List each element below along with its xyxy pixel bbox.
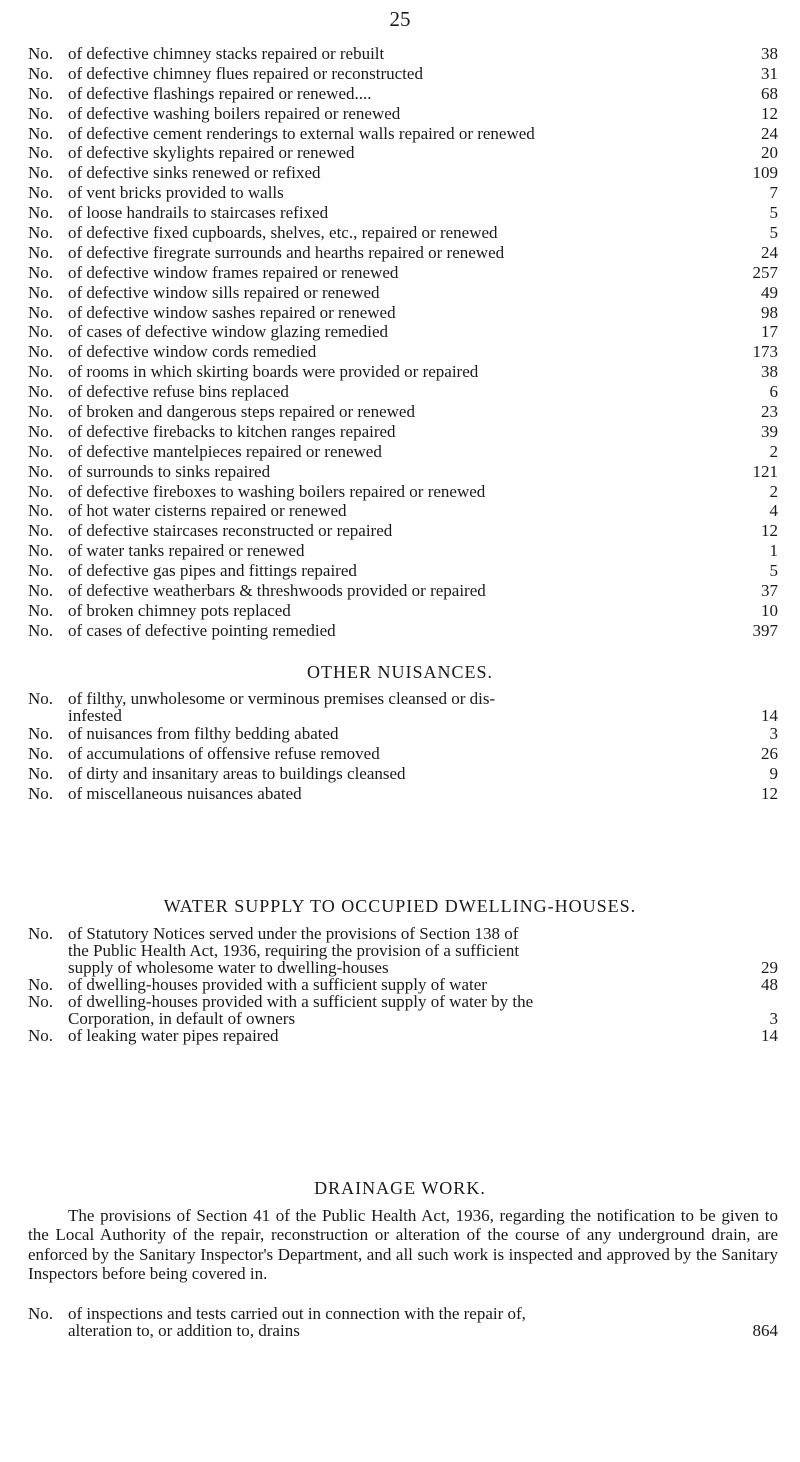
item-number-label: No. bbox=[28, 382, 54, 402]
item-description: of loose handrails to staircases refixed bbox=[68, 203, 329, 223]
list-item: No. of inspections and tests carried out in connection with the repair of, bbox=[28, 1304, 526, 1323]
repairs-list bbox=[28, 44, 778, 641]
item-count: 98 bbox=[761, 302, 778, 322]
list-item-continuation: alteration to, or addition to, drains 864 bbox=[68, 1321, 778, 1340]
list-item bbox=[28, 143, 778, 163]
list-item bbox=[28, 124, 778, 144]
item-description: of defective flashings repaired or renewed.... bbox=[68, 83, 372, 103]
list-item bbox=[28, 303, 778, 323]
item-number-label: No. bbox=[28, 302, 54, 322]
list-item bbox=[28, 104, 778, 124]
item-number-label: No. bbox=[28, 44, 54, 63]
item-description: of broken chimney pots replaced bbox=[68, 600, 291, 620]
item-count: 17 bbox=[761, 322, 778, 342]
item-description: of defective weatherbars & threshwoods provided or repaired bbox=[68, 581, 486, 601]
list-item bbox=[28, 64, 778, 84]
item-number-label: No. bbox=[28, 743, 54, 763]
item-count: 38 bbox=[761, 44, 778, 63]
item-description: of cases of defective pointing remedied bbox=[68, 620, 336, 640]
item-count: 12 bbox=[761, 783, 778, 803]
list-item bbox=[28, 263, 778, 283]
item-number-label: No. bbox=[28, 501, 54, 521]
item-description: of defective firegrate surrounds and hearths repaired or renewed bbox=[68, 242, 505, 262]
item-description: of defective fireboxes to washing boilers repaired or renewed bbox=[68, 481, 486, 501]
list-item bbox=[28, 84, 778, 104]
item-description: of vent bricks provided to walls bbox=[68, 183, 284, 203]
water-supply-list bbox=[28, 925, 778, 1044]
item-description: of defective chimney stacks repaired or rebuilt bbox=[68, 44, 385, 63]
item-number-label: No. bbox=[28, 421, 54, 441]
item-description: of defective window cords remedied bbox=[68, 342, 317, 362]
item-number-label: No. bbox=[28, 521, 54, 541]
item-count: 5 bbox=[769, 203, 778, 223]
item-count: 12 bbox=[761, 103, 778, 123]
item-description: of defective firebacks to kitchen ranges repaired bbox=[68, 421, 396, 441]
item-description: of defective refuse bins replaced bbox=[68, 382, 289, 402]
item-count: 7 bbox=[769, 183, 778, 203]
list-item bbox=[28, 342, 778, 362]
item-description: of water tanks repaired or renewed bbox=[68, 541, 305, 561]
list-item bbox=[28, 362, 778, 382]
item-number-label: No. bbox=[28, 763, 54, 783]
list-item bbox=[28, 183, 778, 203]
drainage-heading: DRAINAGE WORK. bbox=[314, 1178, 486, 1198]
list-item bbox=[28, 784, 778, 804]
item-description: of defective staircases reconstructed or repaired bbox=[68, 521, 393, 541]
item-description: of defective window frames repaired or renewed bbox=[68, 262, 399, 282]
item-number-label: No. bbox=[28, 123, 54, 143]
item-number-label: No. bbox=[28, 83, 54, 103]
item-count: 3 bbox=[769, 724, 778, 743]
list-item bbox=[28, 163, 778, 183]
item-description: of defective window sills repaired or renewed bbox=[68, 282, 380, 302]
item-description: of defective cement renderings to external walls repaired or renewed bbox=[68, 123, 535, 143]
item-count: 20 bbox=[761, 143, 778, 163]
item-count: 38 bbox=[761, 362, 778, 382]
item-count: 4 bbox=[769, 501, 778, 521]
other-nuisances-items bbox=[28, 724, 778, 804]
drainage-list bbox=[28, 1305, 778, 1339]
list-item bbox=[28, 442, 778, 462]
item-number-label: No. bbox=[28, 481, 54, 501]
list-item bbox=[28, 482, 778, 502]
item-count: 24 bbox=[761, 242, 778, 262]
item-description: of miscellaneous nuisances abated bbox=[68, 783, 302, 803]
item-count: 26 bbox=[761, 743, 778, 763]
item-description: of broken and dangerous steps repaired or renewed bbox=[68, 402, 415, 422]
item-count: 257 bbox=[752, 262, 778, 282]
item-number-label: No. bbox=[28, 620, 54, 640]
item-number-label: No. bbox=[28, 242, 54, 262]
item-description: of surrounds to sinks repaired bbox=[68, 461, 271, 481]
item-count: 49 bbox=[761, 282, 778, 302]
item-number-label: No. bbox=[28, 561, 54, 581]
item-number-label: No. bbox=[28, 183, 54, 203]
item-number-label: No. bbox=[28, 143, 54, 163]
item-count: 24 bbox=[761, 123, 778, 143]
item-description: of nuisances from filthy bedding abated bbox=[68, 724, 339, 743]
item-description: of defective window sashes repaired or renewed bbox=[68, 302, 396, 322]
list-item bbox=[28, 402, 778, 422]
list-item bbox=[28, 382, 778, 402]
item-description: of defective chimney flues repaired or reconstructed bbox=[68, 63, 423, 83]
list-item bbox=[28, 521, 778, 541]
item-description: of dirty and insanitary areas to buildings cleansed bbox=[68, 763, 406, 783]
item-number-label: No. bbox=[28, 402, 54, 422]
item-number-label: No. bbox=[28, 724, 54, 743]
list-item: No. of leaking water pipes repaired 14 bbox=[28, 1026, 778, 1045]
list-item bbox=[28, 223, 778, 243]
item-description: of rooms in which skirting boards were provided or repaired bbox=[68, 362, 479, 382]
item-count: 12 bbox=[761, 521, 778, 541]
item-description: of cases of defective window glazing remedied bbox=[68, 322, 389, 342]
list-item bbox=[28, 283, 778, 303]
item-count: 109 bbox=[752, 163, 778, 183]
item-number-label: No. bbox=[28, 600, 54, 620]
item-count: 6 bbox=[769, 382, 778, 402]
list-item bbox=[28, 744, 778, 764]
other-nuisances-list bbox=[28, 690, 778, 804]
page-number: 25 bbox=[389, 7, 411, 31]
list-item bbox=[28, 243, 778, 263]
item-number-label: No. bbox=[28, 541, 54, 561]
item-description: of defective washing boilers repaired or renewed bbox=[68, 103, 401, 123]
list-item bbox=[28, 541, 778, 561]
list-item: No. of filthy, unwholesome or verminous premises cleansed or dis- bbox=[28, 689, 496, 708]
item-number-label: No. bbox=[28, 461, 54, 481]
item-description: of defective mantelpieces repaired or renewed bbox=[68, 441, 382, 461]
item-number-label: No. bbox=[28, 342, 54, 362]
item-count: 121 bbox=[752, 461, 778, 481]
item-count: 5 bbox=[769, 561, 778, 581]
list-item-continuation: Corporation, in default of owners 3 bbox=[68, 1009, 778, 1028]
list-item bbox=[28, 621, 778, 641]
item-count: 173 bbox=[752, 342, 778, 362]
item-description: of defective skylights repaired or renewed bbox=[68, 143, 355, 163]
item-description: of defective sinks renewed or refixed bbox=[68, 163, 321, 183]
water-supply-heading: WATER SUPPLY TO OCCUPIED DWELLING-HOUSES. bbox=[163, 896, 637, 916]
list-item bbox=[28, 581, 778, 601]
item-number-label: No. bbox=[28, 783, 54, 803]
item-number-label: No. bbox=[28, 63, 54, 83]
item-description: of hot water cisterns repaired or renewed bbox=[68, 501, 347, 521]
list-item bbox=[28, 44, 778, 64]
item-count: 397 bbox=[752, 620, 778, 640]
item-number-label: No. bbox=[28, 203, 54, 223]
item-count: 37 bbox=[761, 581, 778, 601]
item-count: 9 bbox=[769, 763, 778, 783]
drainage-paragraph: The provisions of Section 41 of the Public Health Act, 1936, regarding the notification to be given to the Local Authority of the repair, reconstruction or alteration of the course of any underground drain, are enforced by the Sanitary Inspector's Department, and all such work is inspected and approved by the Sanitary Inspectors before being covered in. bbox=[28, 1206, 778, 1283]
item-count: 1 bbox=[769, 541, 778, 561]
item-count: 2 bbox=[769, 481, 778, 501]
item-count: 39 bbox=[761, 421, 778, 441]
item-count: 2 bbox=[769, 441, 778, 461]
list-item-continuation: infested 14 bbox=[68, 706, 778, 725]
list-item-continuation: the Public Health Act, 1936, requiring the provision of a sufficient bbox=[68, 941, 520, 960]
list-item bbox=[28, 724, 778, 744]
other-nuisances-heading: OTHER NUISANCES. bbox=[306, 662, 493, 682]
item-number-label: No. bbox=[28, 581, 54, 601]
item-description: of defective gas pipes and fittings repaired bbox=[68, 561, 357, 581]
list-item-continuation: supply of wholesome water to dwelling-houses 29 bbox=[68, 958, 778, 977]
item-count: 10 bbox=[761, 600, 778, 620]
item-count: 68 bbox=[761, 83, 778, 103]
list-item bbox=[28, 501, 778, 521]
item-description: of accumulations of offensive refuse removed bbox=[68, 743, 380, 763]
list-item: No. of Statutory Notices served under the provisions of Section 138 of bbox=[28, 924, 519, 943]
item-number-label: No. bbox=[28, 223, 54, 243]
item-description: of defective fixed cupboards, shelves, etc., repaired or renewed bbox=[68, 223, 498, 243]
item-count: 31 bbox=[761, 63, 778, 83]
list-item: No. of dwelling-houses provided with a sufficient supply of water by the bbox=[28, 992, 534, 1011]
item-number-label: No. bbox=[28, 322, 54, 342]
item-number-label: No. bbox=[28, 262, 54, 282]
list-item bbox=[28, 322, 778, 342]
list-item bbox=[28, 601, 778, 621]
list-item bbox=[28, 764, 778, 784]
item-number-label: No. bbox=[28, 103, 54, 123]
item-count: 5 bbox=[769, 223, 778, 243]
item-number-label: No. bbox=[28, 282, 54, 302]
item-number-label: No. bbox=[28, 362, 54, 382]
list-item bbox=[28, 561, 778, 581]
item-count: 23 bbox=[761, 402, 778, 422]
item-number-label: No. bbox=[28, 163, 54, 183]
list-item: No. of dwelling-houses provided with a sufficient supply of water 48 bbox=[28, 975, 778, 994]
list-item bbox=[28, 422, 778, 442]
list-item bbox=[28, 462, 778, 482]
item-number-label: No. bbox=[28, 441, 54, 461]
list-item bbox=[28, 203, 778, 223]
